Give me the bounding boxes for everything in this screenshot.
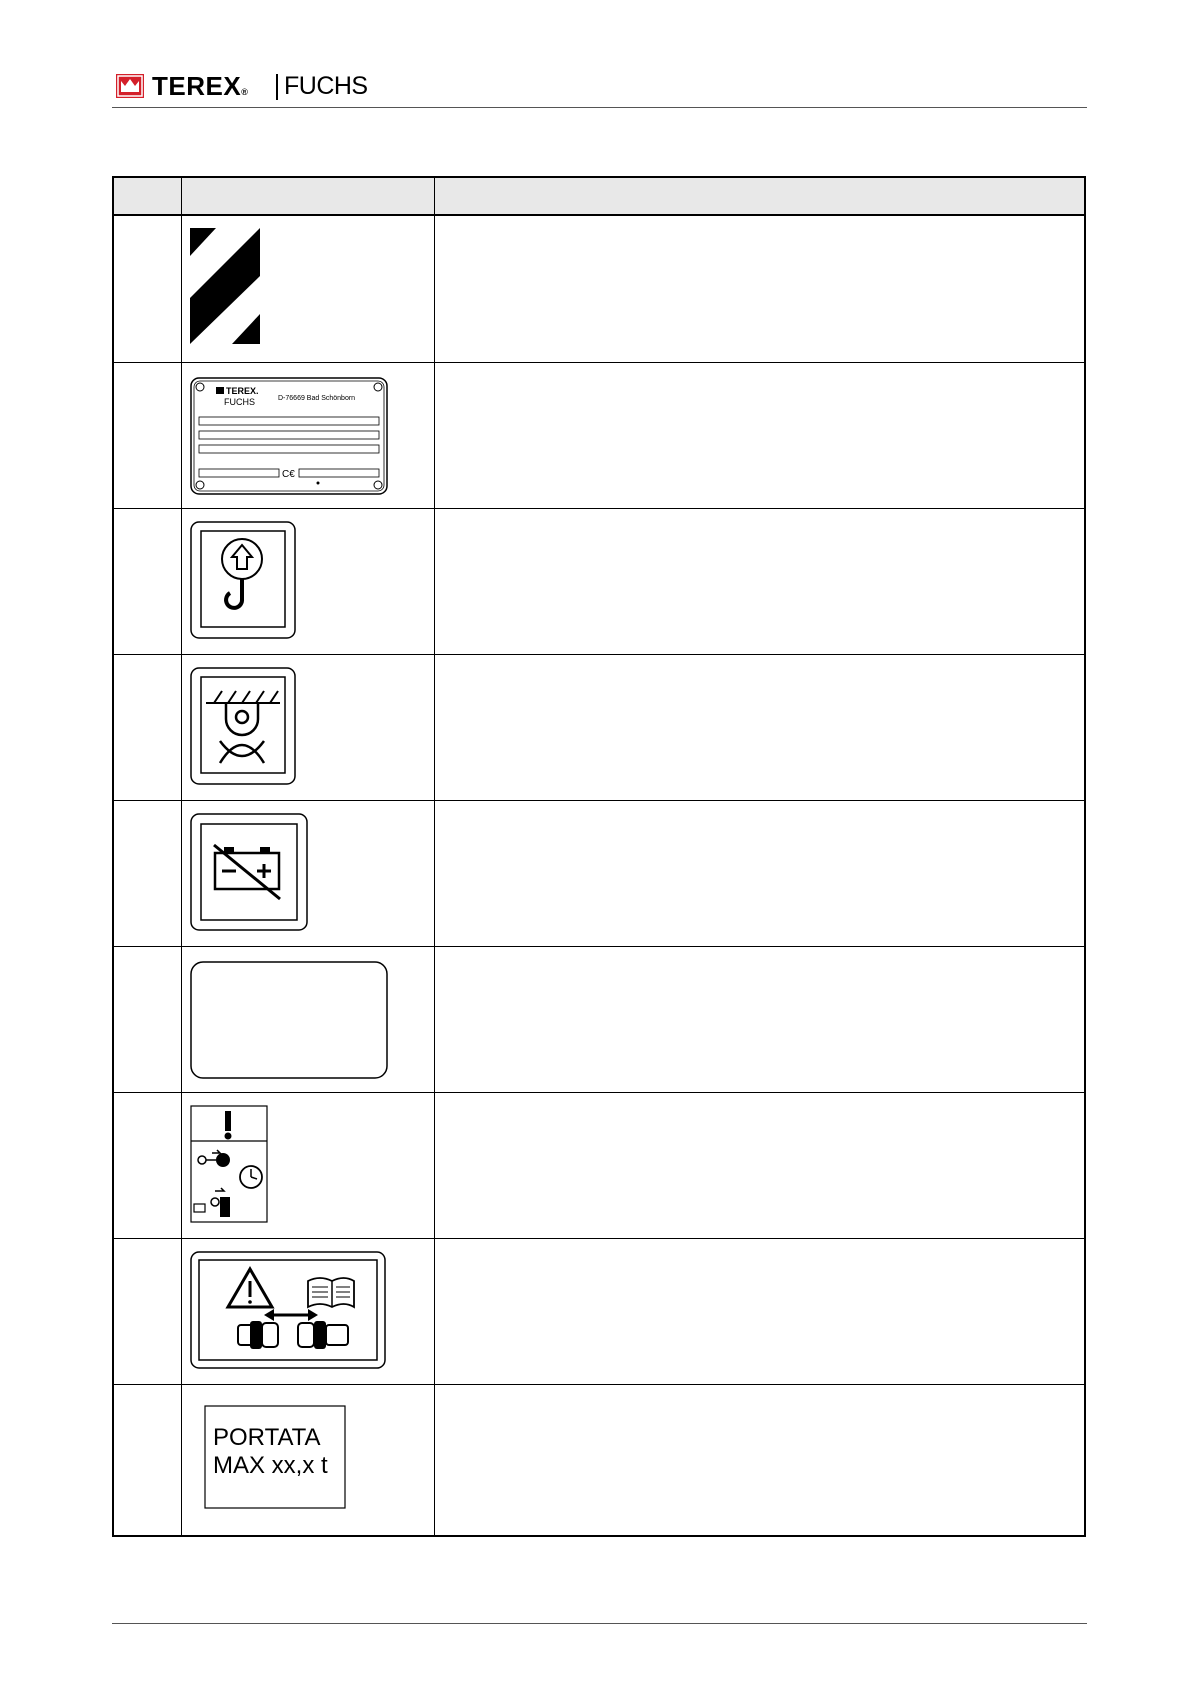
battery-disconnect-icon: [190, 813, 308, 931]
lifting-point-icon: [190, 667, 296, 785]
brand-terex: TEREX®: [152, 71, 249, 101]
plate-address: D-76669 Bad Schönborn: [278, 395, 356, 402]
type-plate-icon: [190, 377, 388, 495]
hook-lift-icon: [190, 521, 296, 639]
load-capacity-label-icon: [204, 1405, 346, 1509]
coupling-warning-icon: [190, 1251, 386, 1369]
plate-sub: FUCHS: [224, 397, 255, 407]
plate-brand: TEREX.: [226, 386, 259, 396]
table-row: [114, 1092, 1084, 1238]
blank-plate-icon: [190, 961, 388, 1079]
brand-fuchs: FUCHS: [284, 72, 368, 100]
sign-table: [112, 176, 1086, 1537]
footer-rule: [112, 1623, 1087, 1624]
table-row: [114, 800, 1084, 946]
svg-text:C€: C€: [282, 469, 295, 480]
table-row: [114, 1384, 1084, 1530]
table-row: [114, 654, 1084, 800]
terex-crown-logo-icon: [116, 74, 144, 98]
header-rule: [112, 107, 1087, 108]
table-header: [114, 178, 1084, 216]
load-label-line2: MAX xx,x t: [213, 1452, 328, 1479]
page-header: [112, 66, 1087, 106]
table-row: [114, 508, 1084, 654]
table-row: [114, 216, 1084, 362]
key-timer-warning-icon: [190, 1105, 268, 1223]
table-row: [114, 362, 1084, 508]
hazard-stripes-icon: [190, 228, 262, 344]
brand-separator: [276, 74, 278, 100]
table-row: [114, 1238, 1084, 1384]
table-row: [114, 946, 1084, 1092]
load-label-line1: PORTATA: [213, 1424, 321, 1451]
